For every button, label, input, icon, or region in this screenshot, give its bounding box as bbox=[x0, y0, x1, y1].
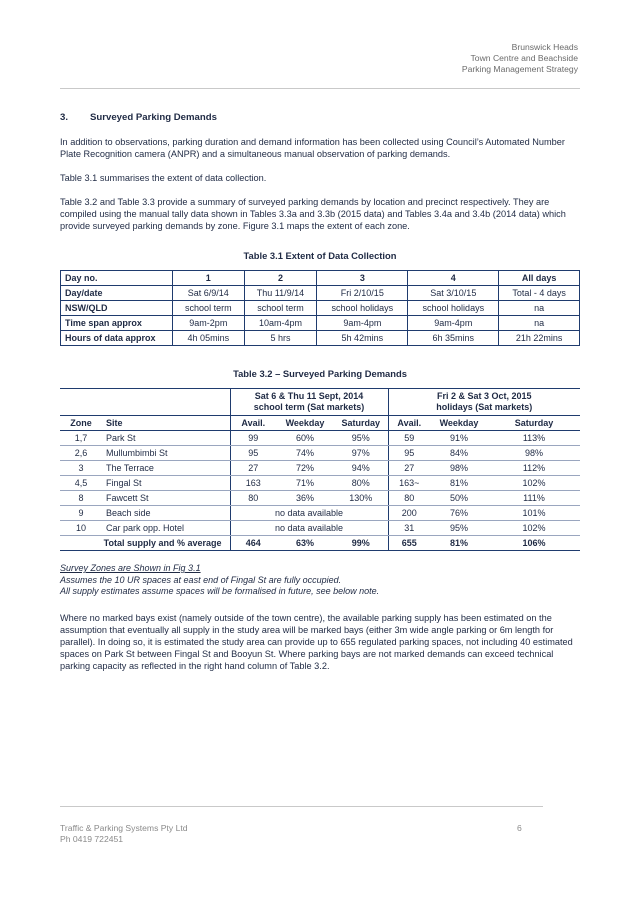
table-cell: 5 hrs bbox=[244, 331, 317, 346]
weekday-2014-cell: 71% bbox=[276, 476, 334, 491]
table-cell: 9am-2pm bbox=[173, 316, 245, 331]
zone-cell: 2,6 bbox=[60, 446, 102, 461]
total-row bbox=[60, 536, 580, 551]
header-cell: 2 bbox=[244, 271, 317, 286]
site-cell: Beach side bbox=[102, 506, 230, 521]
col-avail-2015: Avail. bbox=[388, 416, 430, 431]
footer-company: Traffic & Parking Systems Pty Ltd bbox=[60, 823, 188, 833]
group-2015-line1: Fri 2 & Sat 3 Oct, 2015 bbox=[436, 391, 532, 401]
table-cell: 9am-4pm bbox=[317, 316, 408, 331]
saturday-2014-cell: 95% bbox=[334, 431, 388, 446]
page-number: 6 bbox=[517, 823, 522, 833]
site-cell: Car park opp. Hotel bbox=[102, 521, 230, 536]
header-cell: 3 bbox=[317, 271, 408, 286]
note-supply-estimates: All supply estimates assume spaces will be formalised in future, see below note. bbox=[60, 586, 380, 596]
col-weekday-2014: Weekday bbox=[276, 416, 334, 431]
site-cell: Fawcett St bbox=[102, 491, 230, 506]
weekday-2015-cell: 91% bbox=[430, 431, 488, 446]
table-cell: school holidays bbox=[408, 301, 499, 316]
avail-2014-cell: 95 bbox=[230, 446, 276, 461]
saturday-2015-cell: 101% bbox=[488, 506, 580, 521]
saturday-2015-cell: 112% bbox=[488, 461, 580, 476]
group-header-blank bbox=[60, 389, 230, 416]
row-label: Time span approx bbox=[61, 316, 173, 331]
avail-2014-cell: 163 bbox=[230, 476, 276, 491]
avail-2015-cell: 200 bbox=[388, 506, 430, 521]
zone-cell: 1,7 bbox=[60, 431, 102, 446]
section-number: 3. bbox=[60, 112, 69, 123]
table-header-row bbox=[61, 271, 580, 286]
table-cell: Total - 4 days bbox=[499, 286, 580, 301]
group-header-2014 bbox=[230, 389, 388, 416]
header-cell: All days bbox=[499, 271, 580, 286]
weekday-2014-cell: 72% bbox=[276, 461, 334, 476]
table-row bbox=[60, 431, 580, 446]
header-line-2: Town Centre and Beachside bbox=[470, 53, 578, 63]
avail-2015-cell: 59 bbox=[388, 431, 430, 446]
table-cell: 10am-4pm bbox=[244, 316, 317, 331]
table-cell: na bbox=[499, 316, 580, 331]
col-saturday-2015: Saturday bbox=[488, 416, 580, 431]
paragraph-tables-description: Table 3.2 and Table 3.3 provide a summary of surveyed parking demands by location and precinct respectively. They are compiled using the manual tally data shown in Tables 3.3a and 3.3b (2015 data) and Tables 3.4a and 3.4b (2014 data) which provide surveyed parking demands by zone. Figure 3.1 maps the extent of each zone. bbox=[60, 197, 566, 231]
paragraph-closing: Where no marked bays exist (namely outside of the town centre), the available parking supply has been estimated on the assumption that eventually all supply in the study area will be marked bays (either 3m wide angle parking or 6m length for parallel). In doing so, it is estimated the study area can provide up to 655 regulated parking spaces, not including 40 estimated spaces on Park St between Fingal St and Booyun St. Where parking bays are not marked demands can exceed technical parking capacity as reflected in the right hand column of Table 3.2. bbox=[60, 612, 573, 671]
table-cell: 21h 22mins bbox=[499, 331, 580, 346]
total-saturday-2014: 99% bbox=[334, 536, 388, 551]
weekday-2014-cell: 36% bbox=[276, 491, 334, 506]
footer-phone: Ph 0419 722451 bbox=[60, 834, 124, 844]
avail-2015-cell: 27 bbox=[388, 461, 430, 476]
table-row bbox=[60, 506, 580, 521]
avail-2015-cell: 80 bbox=[388, 491, 430, 506]
total-weekday-2014: 63% bbox=[276, 536, 334, 551]
total-avail-2015: 655 bbox=[388, 536, 430, 551]
col-avail-2014: Avail. bbox=[230, 416, 276, 431]
saturday-2015-cell: 102% bbox=[488, 476, 580, 491]
paragraph-table-summary: Table 3.1 summarises the extent of data collection. bbox=[60, 173, 267, 183]
table-row bbox=[61, 331, 580, 346]
table-cell: school term bbox=[173, 301, 245, 316]
avail-2014-cell: 99 bbox=[230, 431, 276, 446]
table-3-2 bbox=[60, 388, 580, 551]
total-saturday-2015: 106% bbox=[488, 536, 580, 551]
weekday-2015-cell: 76% bbox=[430, 506, 488, 521]
footer-divider bbox=[60, 806, 543, 807]
zone-cell: 4,5 bbox=[60, 476, 102, 491]
header-divider bbox=[60, 88, 580, 89]
group-header-row bbox=[60, 389, 580, 416]
saturday-2014-cell: 94% bbox=[334, 461, 388, 476]
table-row bbox=[60, 521, 580, 536]
table-cell: school holidays bbox=[317, 301, 408, 316]
paragraph-intro: In addition to observations, parking duration and demand information has been collected using Council’s Automated Number Plate Recognition camera (ANPR) and a simultaneous manual observation of parking demands. bbox=[60, 137, 565, 159]
no-data-cell: no data available bbox=[230, 506, 388, 521]
table-cell: 9am-4pm bbox=[408, 316, 499, 331]
col-site: Site bbox=[102, 416, 230, 431]
saturday-2015-cell: 98% bbox=[488, 446, 580, 461]
table-row bbox=[60, 476, 580, 491]
saturday-2015-cell: 111% bbox=[488, 491, 580, 506]
header-line-1: Brunswick Heads bbox=[511, 42, 578, 52]
page-content bbox=[60, 112, 580, 684]
weekday-2015-cell: 81% bbox=[430, 476, 488, 491]
table-cell: 5h 42mins bbox=[317, 331, 408, 346]
table-row bbox=[60, 461, 580, 476]
avail-2015-cell: 95 bbox=[388, 446, 430, 461]
avail-2015-cell: 31 bbox=[388, 521, 430, 536]
avail-2015-cell: 163~ bbox=[388, 476, 430, 491]
site-cell: Mullumbimbi St bbox=[102, 446, 230, 461]
note-survey-zones: Survey Zones are Shown in Fig 3.1 bbox=[60, 563, 201, 573]
table-3-1 bbox=[60, 270, 580, 346]
col-saturday-2014: Saturday bbox=[334, 416, 388, 431]
table-cell: 4h 05mins bbox=[173, 331, 245, 346]
weekday-2015-cell: 95% bbox=[430, 521, 488, 536]
table-cell: Sat 6/9/14 bbox=[173, 286, 245, 301]
table-row bbox=[61, 316, 580, 331]
table-cell: Thu 11/9/14 bbox=[244, 286, 317, 301]
group-header-2015 bbox=[388, 389, 580, 416]
note-ur-spaces: Assumes the 10 UR spaces at east end of Fingal St are fully occupied. bbox=[60, 574, 342, 585]
page-header bbox=[462, 42, 578, 75]
weekday-2014-cell: 74% bbox=[276, 446, 334, 461]
row-label: Day/date bbox=[61, 286, 173, 301]
saturday-2015-cell: 102% bbox=[488, 521, 580, 536]
table-cell: Sat 3/10/15 bbox=[408, 286, 499, 301]
total-weekday-2015: 81% bbox=[430, 536, 488, 551]
group-2014-line2: school term (Sat markets) bbox=[253, 402, 365, 412]
total-avail-2014: 464 bbox=[230, 536, 276, 551]
zone-cell: 8 bbox=[60, 491, 102, 506]
table-notes bbox=[60, 563, 580, 598]
table-3-1-caption: Table 3.1 Extent of Data Collection bbox=[243, 250, 397, 261]
no-data-cell: no data available bbox=[230, 521, 388, 536]
avail-2014-cell: 80 bbox=[230, 491, 276, 506]
total-label: Total supply and % average bbox=[60, 536, 230, 551]
table-row bbox=[60, 446, 580, 461]
column-header-row bbox=[60, 416, 580, 431]
weekday-2015-cell: 50% bbox=[430, 491, 488, 506]
group-2015-line2: holidays (Sat markets) bbox=[436, 402, 533, 412]
page-footer bbox=[60, 823, 188, 845]
site-cell: The Terrace bbox=[102, 461, 230, 476]
header-line-3: Parking Management Strategy bbox=[461, 64, 578, 74]
weekday-2015-cell: 84% bbox=[430, 446, 488, 461]
zone-cell: 10 bbox=[60, 521, 102, 536]
section-title: Surveyed Parking Demands bbox=[90, 112, 217, 123]
row-label: NSW/QLD bbox=[61, 301, 173, 316]
site-cell: Fingal St bbox=[102, 476, 230, 491]
table-row bbox=[61, 286, 580, 301]
col-zone: Zone bbox=[60, 416, 102, 431]
table-row bbox=[60, 491, 580, 506]
weekday-2014-cell: 60% bbox=[276, 431, 334, 446]
saturday-2014-cell: 130% bbox=[334, 491, 388, 506]
table-cell: school term bbox=[244, 301, 317, 316]
table-row bbox=[61, 301, 580, 316]
zone-cell: 9 bbox=[60, 506, 102, 521]
header-cell: 1 bbox=[173, 271, 245, 286]
saturday-2015-cell: 113% bbox=[488, 431, 580, 446]
group-2014-line1: Sat 6 & Thu 11 Sept, 2014 bbox=[254, 391, 364, 401]
row-label: Hours of data approx bbox=[61, 331, 173, 346]
table-cell: na bbox=[499, 301, 580, 316]
header-cell: 4 bbox=[408, 271, 499, 286]
header-cell: Day no. bbox=[61, 271, 173, 286]
table-cell: Fri 2/10/15 bbox=[317, 286, 408, 301]
zone-cell: 3 bbox=[60, 461, 102, 476]
table-3-2-caption: Table 3.2 – Surveyed Parking Demands bbox=[233, 368, 407, 379]
section-heading bbox=[60, 112, 580, 124]
site-cell: Park St bbox=[102, 431, 230, 446]
saturday-2014-cell: 97% bbox=[334, 446, 388, 461]
avail-2014-cell: 27 bbox=[230, 461, 276, 476]
col-weekday-2015: Weekday bbox=[430, 416, 488, 431]
saturday-2014-cell: 80% bbox=[334, 476, 388, 491]
weekday-2015-cell: 98% bbox=[430, 461, 488, 476]
table-cell: 6h 35mins bbox=[408, 331, 499, 346]
